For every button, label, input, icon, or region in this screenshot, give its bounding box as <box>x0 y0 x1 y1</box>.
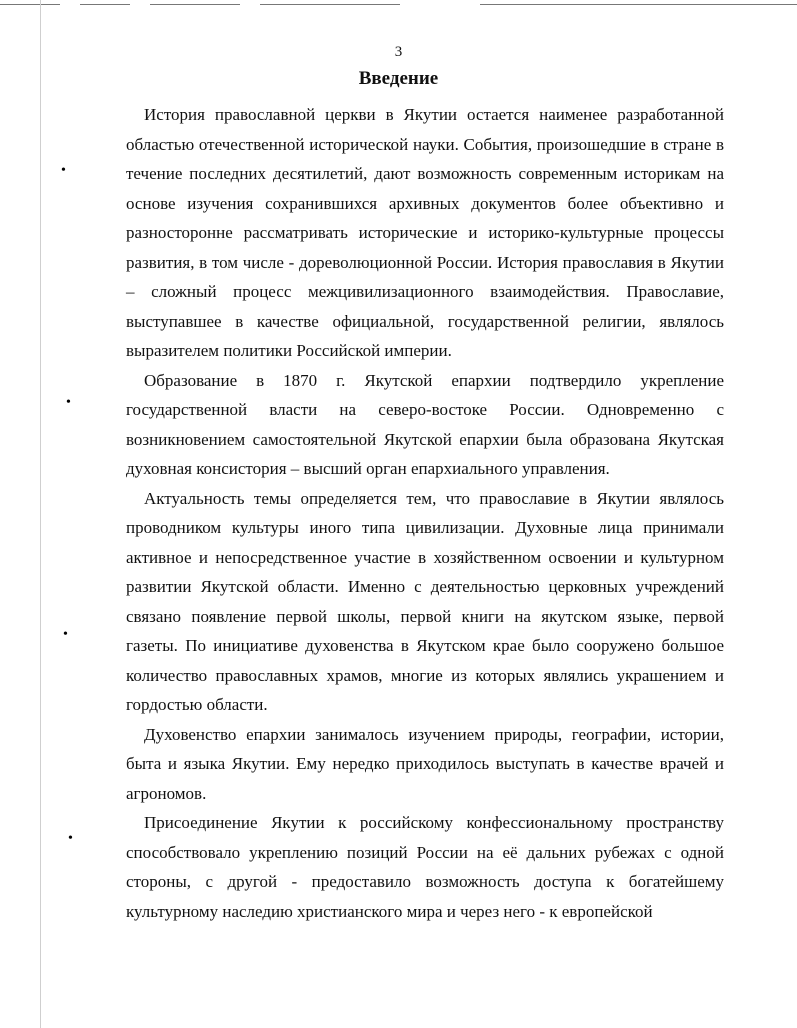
margin-mark: • <box>68 831 73 846</box>
scan-line <box>260 4 400 5</box>
scan-line <box>150 4 240 5</box>
scan-line <box>0 4 60 5</box>
margin-mark: • <box>66 395 71 410</box>
page-number: 3 <box>394 44 403 60</box>
scan-line <box>480 4 797 5</box>
paragraph: Присоединение Якутии к российскому конфессиональному пространству способствовало укреплению позиций России на её дальних рубежах с одной стороны, с другой - предоставило возможность доступа к богатейшему культурному наследию христианского мира и через него - к европейской <box>126 813 724 921</box>
margin-mark: • <box>61 163 66 178</box>
paragraph: Образование в 1870 г. Якутской епархии подтвердило укрепление государственной власти на северо-востоке России. Одновременно с возникновением самостоятельной Якутской епархии была образована Якутская духовная консистория – высший орган епархиального управления. <box>126 370 724 478</box>
scan-artifact-left <box>40 0 41 1028</box>
paragraph: Актуальность темы определяется тем, что православие в Якутии являлось проводником культуры иного типа цивилизации. Духовные лица принимали активное и непосредственное участие в хозяйственном освоении и культурном развитии Якутской области. Именно с деятельностью церковных учреждений связано появление первой школы, первой книги на якутском языке, первой газеты. По инициативе духовенства в Якутском крае было сооружено большое количество православных храмов, многие из которых являлись украшением и гордостью области. <box>126 488 724 714</box>
document-body <box>126 100 724 926</box>
paragraph: Духовенство епархии занималось изучением природы, географии, истории, быта и языка Якутии. Ему нередко приходилось выступать в качестве врачей и агрономов. <box>126 724 724 803</box>
margin-mark: • <box>63 627 68 642</box>
scan-artifact-top <box>0 0 797 8</box>
scan-line <box>80 4 130 5</box>
page-title: Введение <box>358 68 439 89</box>
paragraph: История православной церкви в Якутии остается наименее разработанной областью отечественной исторической науки. События, произошедшие в стране в течение последних десятилетий, дают возможность современным историкам на основе изучения сохранившихся архивных документов более объективно и разносторонне рассматривать исторические и историко-культурные процессы развития, в том числе - дореволюционной России. История православия в Якутии – сложный процесс межцивилизационного взаимодействия. Православие, выступавшее в качестве официальной, государственной религии, являлось выразителем политики Российской империи. <box>126 105 724 360</box>
